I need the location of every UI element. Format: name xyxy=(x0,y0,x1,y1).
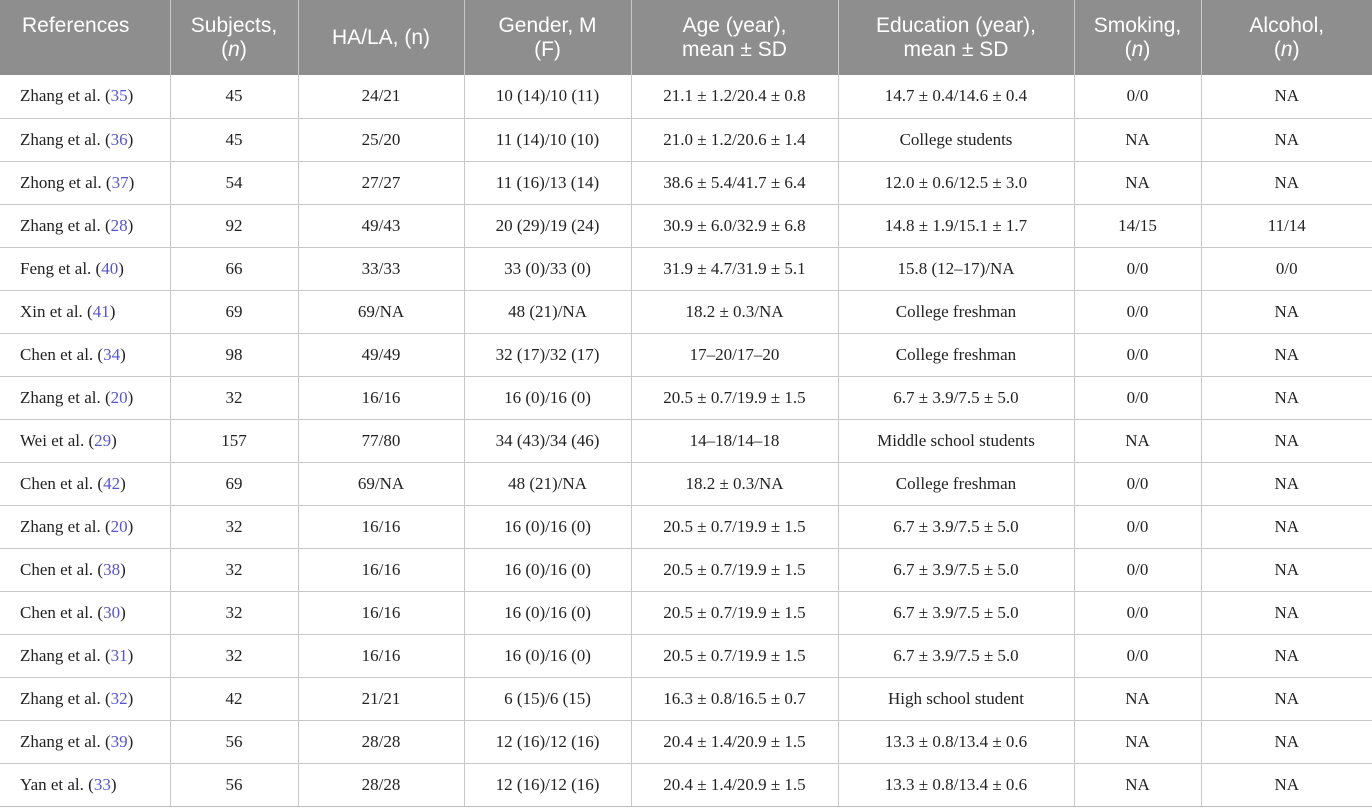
author-text: Chen et al. ( xyxy=(20,473,104,493)
alcohol-cell: NA xyxy=(1201,634,1372,677)
alcohol-cell: NA xyxy=(1201,161,1372,204)
table-row xyxy=(0,419,1372,462)
hala-cell: 49/49 xyxy=(298,333,464,376)
table-row xyxy=(0,333,1372,376)
hala-cell: 69/NA xyxy=(298,462,464,505)
subjects-cell: 69 xyxy=(170,290,298,333)
smoking-cell: 0/0 xyxy=(1074,333,1201,376)
smoking-cell: 0/0 xyxy=(1074,75,1201,118)
age-cell: 14–18/14–18 xyxy=(631,419,838,462)
citation-link[interactable]: 35 xyxy=(110,86,128,106)
age-cell: 20.5 ± 0.7/19.9 ± 1.5 xyxy=(631,591,838,634)
gender-cell: 20 (29)/19 (24) xyxy=(464,204,631,247)
table-row xyxy=(0,462,1372,505)
author-text: Zhang et al. ( xyxy=(20,387,111,407)
citation-link[interactable]: 36 xyxy=(110,129,128,149)
subjects-cell: 157 xyxy=(170,419,298,462)
alcohol-cell: NA xyxy=(1201,462,1372,505)
subjects-cell: 98 xyxy=(170,333,298,376)
hala-cell: 16/16 xyxy=(298,591,464,634)
gender-cell: 6 (15)/6 (15) xyxy=(464,677,631,720)
alcohol-cell: NA xyxy=(1201,677,1372,720)
header-smoking: Smoking, (n) xyxy=(1074,0,1201,75)
age-cell: 17–20/17–20 xyxy=(631,333,838,376)
table-row xyxy=(0,118,1372,161)
gender-cell: 16 (0)/16 (0) xyxy=(464,548,631,591)
author-text: Xin et al. ( xyxy=(20,301,93,321)
citation-link[interactable]: 37 xyxy=(111,172,129,192)
citation-link[interactable]: 32 xyxy=(110,688,128,708)
citation-link[interactable]: 34 xyxy=(103,344,121,364)
citation-link[interactable]: 20 xyxy=(110,516,128,536)
gender-cell: 33 (0)/33 (0) xyxy=(464,247,631,290)
table-row xyxy=(0,677,1372,720)
smoking-cell: NA xyxy=(1074,161,1201,204)
subjects-cell: 32 xyxy=(170,376,298,419)
table-row xyxy=(0,161,1372,204)
age-cell: 30.9 ± 6.0/32.9 ± 6.8 xyxy=(631,204,838,247)
education-cell: 6.7 ± 3.9/7.5 ± 5.0 xyxy=(838,634,1074,677)
author-text: Zhang et al. ( xyxy=(20,645,111,665)
subjects-cell: 32 xyxy=(170,634,298,677)
reference-cell: Zhang et al. (39) xyxy=(0,720,170,763)
education-cell: 6.7 ± 3.9/7.5 ± 5.0 xyxy=(838,376,1074,419)
subjects-cell: 42 xyxy=(170,677,298,720)
gender-cell: 34 (43)/34 (46) xyxy=(464,419,631,462)
reference-cell: Zhang et al. (32) xyxy=(0,677,170,720)
author-text: Zhong et al. ( xyxy=(20,172,112,192)
gender-cell: 48 (21)/NA xyxy=(464,462,631,505)
alcohol-cell: NA xyxy=(1201,763,1372,806)
education-cell: 14.7 ± 0.4/14.6 ± 0.4 xyxy=(838,75,1074,118)
education-cell: College freshman xyxy=(838,462,1074,505)
alcohol-cell: NA xyxy=(1201,505,1372,548)
reference-cell: Wei et al. (29) xyxy=(0,419,170,462)
reference-cell: Zhang et al. (35) xyxy=(0,75,170,118)
citation-link[interactable]: 39 xyxy=(110,731,128,751)
reference-cell: Chen et al. (42) xyxy=(0,462,170,505)
citation-link[interactable]: 40 xyxy=(101,258,119,278)
reference-cell: Zhang et al. (20) xyxy=(0,376,170,419)
hala-cell: 16/16 xyxy=(298,548,464,591)
reference-cell: Zhang et al. (36) xyxy=(0,118,170,161)
table-row xyxy=(0,376,1372,419)
reference-cell: Zhang et al. (28) xyxy=(0,204,170,247)
subjects-cell: 45 xyxy=(170,118,298,161)
gender-cell: 16 (0)/16 (0) xyxy=(464,505,631,548)
alcohol-cell: NA xyxy=(1201,591,1372,634)
subjects-cell: 32 xyxy=(170,548,298,591)
table-row xyxy=(0,548,1372,591)
subjects-cell: 56 xyxy=(170,720,298,763)
hala-cell: 77/80 xyxy=(298,419,464,462)
citation-link[interactable]: 41 xyxy=(92,301,110,321)
smoking-cell: 14/15 xyxy=(1074,204,1201,247)
age-cell: 20.5 ± 0.7/19.9 ± 1.5 xyxy=(631,376,838,419)
smoking-cell: NA xyxy=(1074,677,1201,720)
author-text: Chen et al. ( xyxy=(20,602,104,622)
hala-cell: 25/20 xyxy=(298,118,464,161)
citation-link[interactable]: 20 xyxy=(110,387,128,407)
citation-link[interactable]: 28 xyxy=(110,215,128,235)
education-cell: 15.8 (12–17)/NA xyxy=(838,247,1074,290)
smoking-cell: 0/0 xyxy=(1074,376,1201,419)
smoking-cell: 0/0 xyxy=(1074,634,1201,677)
hala-cell: 27/27 xyxy=(298,161,464,204)
author-text: Zhang et al. ( xyxy=(20,516,111,536)
reference-cell: Feng et al. (40) xyxy=(0,247,170,290)
smoking-cell: 0/0 xyxy=(1074,505,1201,548)
smoking-cell: 0/0 xyxy=(1074,247,1201,290)
header-ha-la: HA/LA, (n) xyxy=(298,0,464,75)
author-text: Zhang et al. ( xyxy=(20,86,111,106)
hala-cell: 33/33 xyxy=(298,247,464,290)
age-cell: 21.1 ± 1.2/20.4 ± 0.8 xyxy=(631,75,838,118)
header-alcohol: Alcohol, (n) xyxy=(1201,0,1372,75)
header-subjects: Subjects, (n) xyxy=(170,0,298,75)
gender-cell: 11 (14)/10 (10) xyxy=(464,118,631,161)
header-education: Education (year), mean ± SD xyxy=(838,0,1074,75)
hala-cell: 49/43 xyxy=(298,204,464,247)
education-cell: 6.7 ± 3.9/7.5 ± 5.0 xyxy=(838,591,1074,634)
table-row xyxy=(0,720,1372,763)
hala-cell: 24/21 xyxy=(298,75,464,118)
citation-link[interactable]: 31 xyxy=(110,645,128,665)
hala-cell: 16/16 xyxy=(298,505,464,548)
education-cell: College students xyxy=(838,118,1074,161)
table-body xyxy=(0,75,1372,806)
reference-cell: Xin et al. (41) xyxy=(0,290,170,333)
alcohol-cell: NA xyxy=(1201,548,1372,591)
smoking-cell: NA xyxy=(1074,118,1201,161)
education-cell: 12.0 ± 0.6/12.5 ± 3.0 xyxy=(838,161,1074,204)
gender-cell: 16 (0)/16 (0) xyxy=(464,634,631,677)
hala-cell: 28/28 xyxy=(298,720,464,763)
table-row xyxy=(0,591,1372,634)
alcohol-cell: 0/0 xyxy=(1201,247,1372,290)
gender-cell: 48 (21)/NA xyxy=(464,290,631,333)
citation-link[interactable]: 42 xyxy=(103,473,121,493)
alcohol-cell: NA xyxy=(1201,290,1372,333)
hala-cell: 16/16 xyxy=(298,376,464,419)
citation-link[interactable]: 33 xyxy=(93,774,111,794)
table-row xyxy=(0,763,1372,806)
smoking-cell: 0/0 xyxy=(1074,290,1201,333)
subjects-cell: 66 xyxy=(170,247,298,290)
education-cell: 13.3 ± 0.8/13.4 ± 0.6 xyxy=(838,720,1074,763)
citation-link[interactable]: 38 xyxy=(103,559,121,579)
age-cell: 20.4 ± 1.4/20.9 ± 1.5 xyxy=(631,720,838,763)
reference-cell: Chen et al. (30) xyxy=(0,591,170,634)
smoking-cell: 0/0 xyxy=(1074,548,1201,591)
reference-cell: Zhang et al. (31) xyxy=(0,634,170,677)
subjects-cell: 56 xyxy=(170,763,298,806)
table-row xyxy=(0,247,1372,290)
smoking-cell: NA xyxy=(1074,419,1201,462)
education-cell: College freshman xyxy=(838,290,1074,333)
table-row xyxy=(0,634,1372,677)
hala-cell: 16/16 xyxy=(298,634,464,677)
education-cell: 13.3 ± 0.8/13.4 ± 0.6 xyxy=(838,763,1074,806)
alcohol-cell: NA xyxy=(1201,75,1372,118)
age-cell: 21.0 ± 1.2/20.6 ± 1.4 xyxy=(631,118,838,161)
gender-cell: 16 (0)/16 (0) xyxy=(464,591,631,634)
table-row xyxy=(0,505,1372,548)
age-cell: 20.5 ± 0.7/19.9 ± 1.5 xyxy=(631,548,838,591)
alcohol-cell: NA xyxy=(1201,419,1372,462)
age-cell: 16.3 ± 0.8/16.5 ± 0.7 xyxy=(631,677,838,720)
alcohol-cell: NA xyxy=(1201,118,1372,161)
table-row xyxy=(0,75,1372,118)
education-cell: 6.7 ± 3.9/7.5 ± 5.0 xyxy=(838,548,1074,591)
author-text: Wei et al. ( xyxy=(20,430,95,450)
education-cell: High school student xyxy=(838,677,1074,720)
reference-cell: Chen et al. (38) xyxy=(0,548,170,591)
smoking-cell: NA xyxy=(1074,763,1201,806)
age-cell: 20.4 ± 1.4/20.9 ± 1.5 xyxy=(631,763,838,806)
age-cell: 18.2 ± 0.3/NA xyxy=(631,462,838,505)
author-text: Zhang et al. ( xyxy=(20,731,111,751)
subjects-cell: 69 xyxy=(170,462,298,505)
smoking-cell: 0/0 xyxy=(1074,462,1201,505)
reference-cell: Chen et al. (34) xyxy=(0,333,170,376)
age-cell: 31.9 ± 4.7/31.9 ± 5.1 xyxy=(631,247,838,290)
author-text: Zhang et al. ( xyxy=(20,688,111,708)
subjects-cell: 32 xyxy=(170,591,298,634)
table-row xyxy=(0,204,1372,247)
reference-cell: Zhong et al. (37) xyxy=(0,161,170,204)
age-cell: 20.5 ± 0.7/19.9 ± 1.5 xyxy=(631,634,838,677)
table-row xyxy=(0,290,1372,333)
education-cell: 14.8 ± 1.9/15.1 ± 1.7 xyxy=(838,204,1074,247)
alcohol-cell: NA xyxy=(1201,333,1372,376)
education-cell: Middle school students xyxy=(838,419,1074,462)
citation-link[interactable]: 29 xyxy=(94,430,112,450)
header-row xyxy=(0,0,1372,75)
education-cell: 6.7 ± 3.9/7.5 ± 5.0 xyxy=(838,505,1074,548)
author-text: Zhang et al. ( xyxy=(20,129,111,149)
header-gender: Gender, M (F) xyxy=(464,0,631,75)
subjects-cell: 32 xyxy=(170,505,298,548)
age-cell: 38.6 ± 5.4/41.7 ± 6.4 xyxy=(631,161,838,204)
reference-cell: Zhang et al. (20) xyxy=(0,505,170,548)
hala-cell: 21/21 xyxy=(298,677,464,720)
header-age: Age (year), mean ± SD xyxy=(631,0,838,75)
gender-cell: 12 (16)/12 (16) xyxy=(464,720,631,763)
gender-cell: 11 (16)/13 (14) xyxy=(464,161,631,204)
citation-link[interactable]: 30 xyxy=(103,602,121,622)
alcohol-cell: NA xyxy=(1201,720,1372,763)
hala-cell: 28/28 xyxy=(298,763,464,806)
hala-cell: 69/NA xyxy=(298,290,464,333)
gender-cell: 32 (17)/32 (17) xyxy=(464,333,631,376)
alcohol-cell: 11/14 xyxy=(1201,204,1372,247)
subjects-cell: 45 xyxy=(170,75,298,118)
author-text: Yan et al. ( xyxy=(20,774,94,794)
gender-cell: 16 (0)/16 (0) xyxy=(464,376,631,419)
subjects-cell: 54 xyxy=(170,161,298,204)
reference-cell: Yan et al. (33) xyxy=(0,763,170,806)
gender-cell: 10 (14)/10 (11) xyxy=(464,75,631,118)
age-cell: 18.2 ± 0.3/NA xyxy=(631,290,838,333)
smoking-cell: 0/0 xyxy=(1074,591,1201,634)
author-text: Feng et al. ( xyxy=(20,258,102,278)
author-text: Chen et al. ( xyxy=(20,559,104,579)
age-cell: 20.5 ± 0.7/19.9 ± 1.5 xyxy=(631,505,838,548)
alcohol-cell: NA xyxy=(1201,376,1372,419)
education-cell: College freshman xyxy=(838,333,1074,376)
author-text: Zhang et al. ( xyxy=(20,215,111,235)
header-references: References xyxy=(0,0,170,75)
author-text: Chen et al. ( xyxy=(20,344,104,364)
gender-cell: 12 (16)/12 (16) xyxy=(464,763,631,806)
smoking-cell: NA xyxy=(1074,720,1201,763)
subjects-cell: 92 xyxy=(170,204,298,247)
